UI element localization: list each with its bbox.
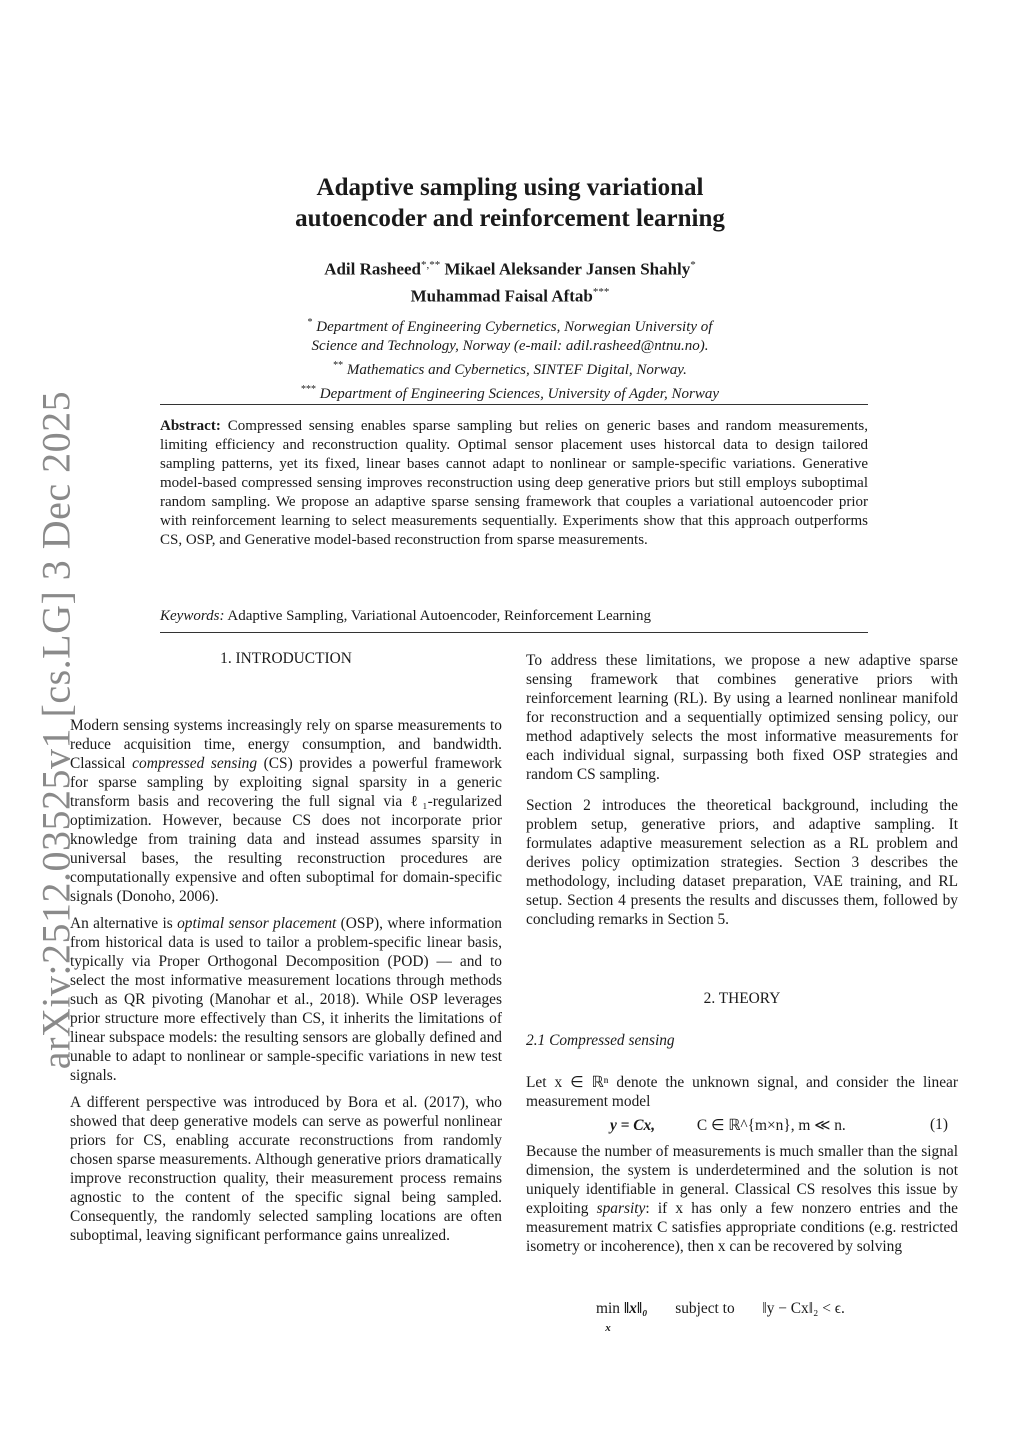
affil-mark: * xyxy=(307,317,313,328)
paper-title xyxy=(180,172,840,234)
keywords xyxy=(160,607,868,626)
equation-operator: min xyxy=(596,1300,620,1317)
equation-objective: ‖x‖₀ xyxy=(623,1300,648,1317)
right-column-intro xyxy=(526,651,958,937)
affiliation-list xyxy=(180,313,840,404)
affiliation: Department of Engineering Cybernetics, Norwegian University of xyxy=(316,319,713,335)
equation-2 xyxy=(596,1300,845,1336)
theory-paragraph-2 xyxy=(526,1142,958,1256)
paragraph-text: Modern sensing systems increasingly rely on sparse measurements to reduce acquisition time, energy consumption, and bandwidth. Classical xyxy=(70,717,502,772)
subsection-heading: 2.1 Compressed sensing xyxy=(526,1032,675,1049)
author-affil-mark: *** xyxy=(592,285,610,298)
title-line-1: Adaptive sampling using variational xyxy=(316,174,704,201)
equation-rhs: C ∈ ℝ^{m×n}, m ≪ n. xyxy=(696,1117,846,1134)
author-list xyxy=(180,254,840,307)
paragraph: Section 2 introduces the theoretical background, including the problem setup, generative priors, and adaptive sampling. It formulates adaptive measurement selection as a RL problem and derives policy optimization strategies. Section 3 describes the methodology, including dataset preparation, VAE training, and RL setup. Section 4 presents the results and discusses them, followed by concluding remarks in Section 5. xyxy=(526,797,958,928)
abstract-label: Abstract: xyxy=(160,418,221,434)
abstract-top-rule xyxy=(160,404,868,405)
paragraph-text: : if x has only a few nonzero entries and the measurement matrix C satisfies appropriate conditions (e.g. restricted isometry or incoherence), then x can be recovered by solving xyxy=(526,1200,958,1255)
paragraph xyxy=(70,914,502,1085)
equation-1 xyxy=(610,1116,846,1135)
affiliation: Science and Technology, Norway (e-mail: adil.rasheed@ntnu.no). xyxy=(311,338,709,354)
abstract-text: Compressed sensing enables sparse sampling but relies on generic bases and random measurements, limiting efficiency and reconstruction quality. Optimal sensor placement uses historcal data to design tailored sampling patterns, yet its fixed, linear bases cannot adapt to nonlinear or sample-specific variations. Generative model-based compressed sensing improves reconstruction using deep generative priors but still employs suboptimal random sampling. We propose an adaptive sparse sensing framework that couples a variational autoencoder prior with reinforcement learning to select measurements sequentially. Experiments show that this approach outperforms CS, OSP, and Generative model-based reconstruction from sparse measurements. xyxy=(160,418,869,548)
section-heading-theory: 2. THEORY xyxy=(703,990,781,1007)
paragraph: A different perspective was introduced by Bora et al. (2017), who showed that deep generative models can serve as powerful nonlinear priors for CS, enabling accurate reconstructions from randomly chosen sparse measurements. Although generative priors dramatically improve reconstruction quality, their measurement process remains agnostic to the content of the specific signal being sampled. Consequently, the randomly selected sampling locations are often suboptimal, leaving significant performance gains unrealized. xyxy=(70,1094,502,1244)
section-heading-introduction: 1. INTRODUCTION xyxy=(220,650,352,667)
author-name: Muhammad Faisal Aftab xyxy=(410,286,593,306)
paragraph: To address these limitations, we propose a new adaptive sparse sensing framework that combines generative priors with reinforcement learning (RL). By using a learned nonlinear manifold for reconstruction and a sequentially optimized sensing policy, our method adaptively selects the most informative measurements for each individual signal, surpassing both fixed OSP strategies and random CS sampling. xyxy=(526,652,958,783)
left-column xyxy=(70,716,502,1253)
author-affil-mark: * xyxy=(690,259,696,271)
affiliation: Mathematics and Cybernetics, SINTEF Digital, Norway. xyxy=(346,362,687,378)
equation-subscript: x xyxy=(605,1322,611,1334)
abstract xyxy=(160,417,868,550)
emphasis: sparsity xyxy=(596,1200,646,1217)
emphasis: compressed sensing xyxy=(132,755,258,772)
equation-lhs: y = Cx, xyxy=(610,1117,656,1134)
equation-constraint: ‖y − Cx‖₂ < ϵ. xyxy=(762,1300,845,1317)
theory-paragraph-1: Let x ∈ ℝⁿ denote the unknown signal, and consider the linear measurement model xyxy=(526,1074,958,1110)
paragraph xyxy=(70,716,502,906)
paragraph-text: (CS) provides a powerful framework for sparse sampling by exploiting signal sparsity in a generic transform basis and recovering the full signal via ℓ₁-regularized optimization. However, because CS does not incorporate prior knowledge from training data and instead assumes sparsity in universal bases, the resulting reconstruction procedures are computationally expensive and often suboptimal for domain-specific signals (Donoho, 2006). xyxy=(70,755,502,905)
paragraph-text: Because the number of measurements is much smaller than the signal dimension, the system is underdetermined and the solution is not uniquely identifiable in general. Classical CS resolves this issue by exploiting xyxy=(526,1143,958,1217)
title-line-2: autoencoder and reinforcement learning xyxy=(295,205,725,232)
affiliation: Department of Engineering Sciences, University of Agder, Norway xyxy=(319,386,719,402)
keywords-text: Adaptive Sampling, Variational Autoencoder, Reinforcement Learning xyxy=(227,608,651,624)
author-name: Mikael Aleksander Jansen Shahly xyxy=(444,259,691,279)
abstract-bottom-rule xyxy=(160,632,868,633)
paragraph-text: An alternative is xyxy=(70,915,173,932)
paragraph-text: (OSP), where information from historical data is used to tailor a problem-specific linear basis, typically via Proper Orthogonal Decomposition (POD) — and to select the most informative measurement locations through methods such as QR pivoting (Manohar et al., 2018). While OSP leverages prior structure more effectively than CS, it inherits the limitations of linear subspace models: the resulting sensors are globally defined and unable to adapt to nonlinear or sample-specific variations in new test signals. xyxy=(70,915,502,1084)
equation-number: (1) xyxy=(930,1116,948,1133)
affil-mark: ** xyxy=(333,360,344,371)
affil-mark: *** xyxy=(301,384,316,395)
arxiv-identifier[interactable]: arXiv:2512.03525v1 [cs.LG] 3 Dec 2025 xyxy=(33,390,79,1070)
equation-constraint-label: subject to xyxy=(675,1300,735,1317)
keywords-label: Keywords: xyxy=(160,608,225,624)
emphasis: optimal sensor placement xyxy=(177,915,337,932)
author-name: Adil Rasheed xyxy=(324,259,422,279)
author-affil-mark: *,** xyxy=(421,259,441,271)
